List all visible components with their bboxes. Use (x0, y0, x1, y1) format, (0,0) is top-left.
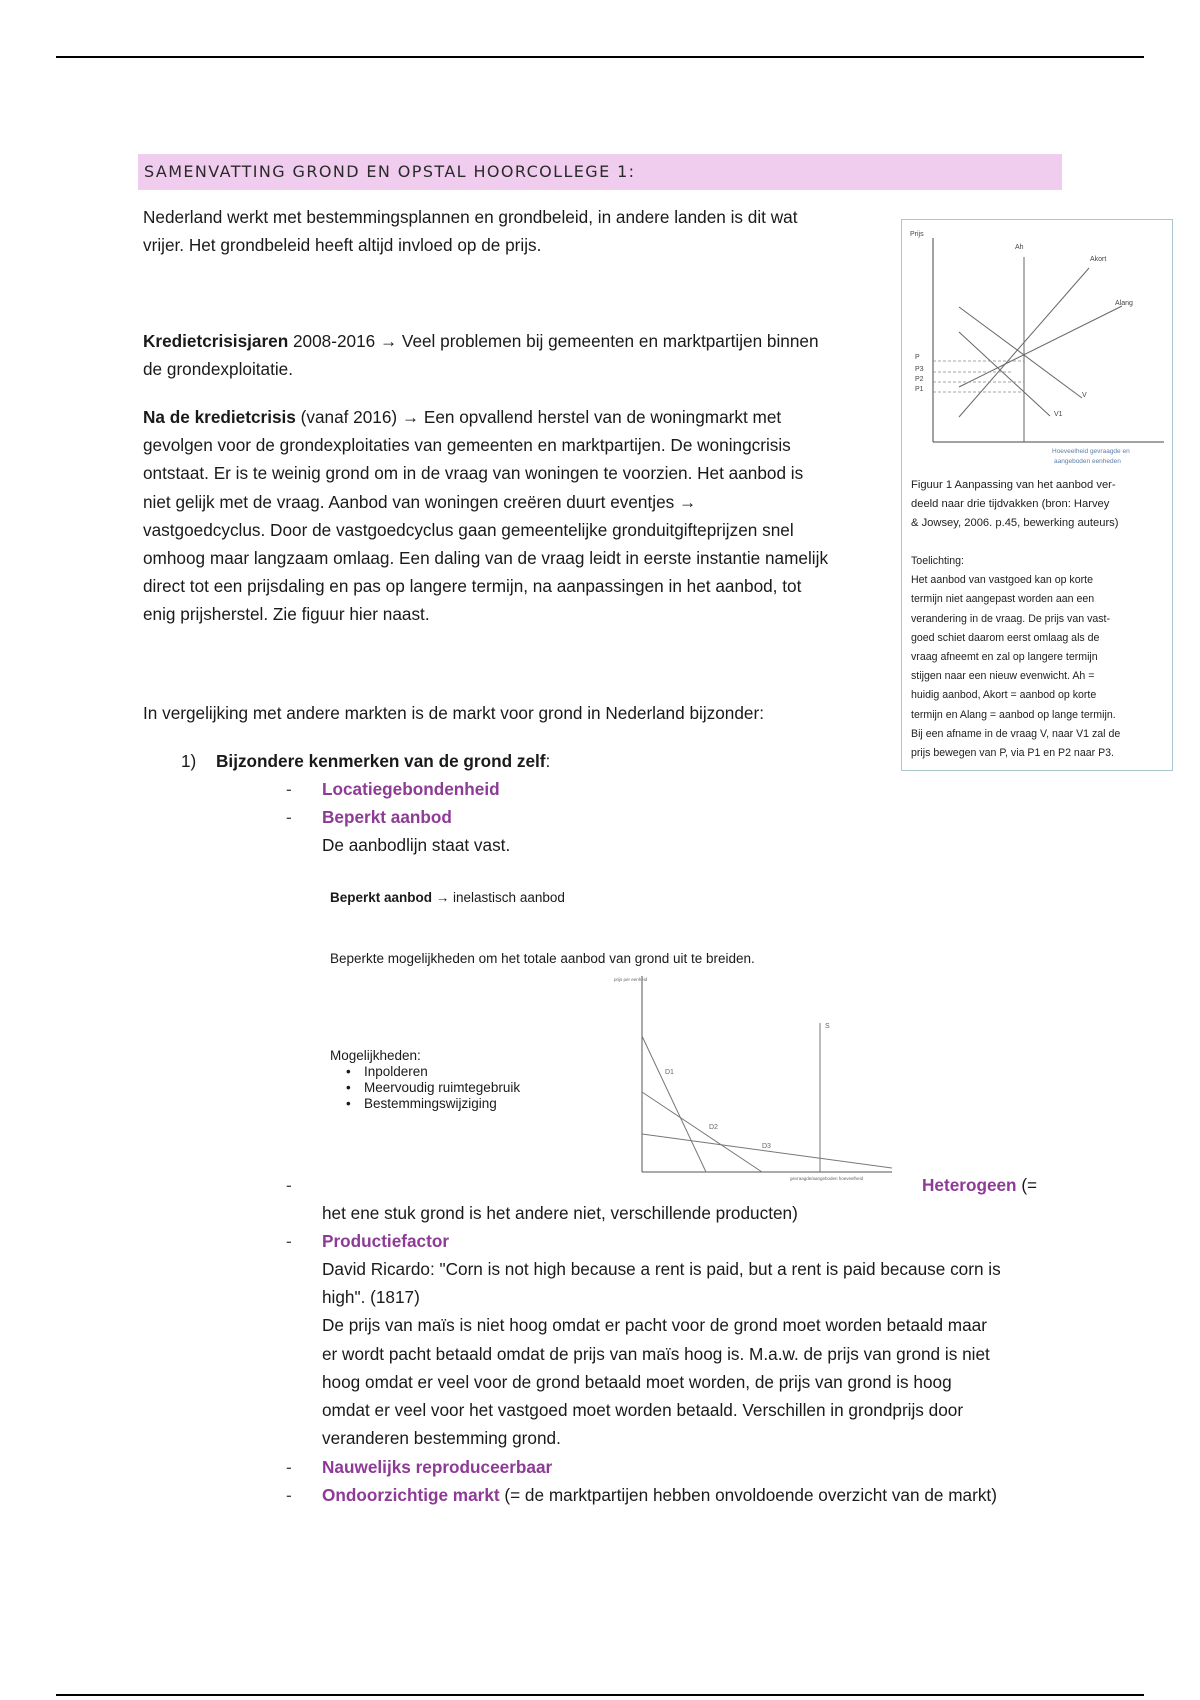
list-dash: - (286, 1485, 292, 1505)
explain-line: omdat er veel voor het vastgoed moet worden betaald. Verschillen in grondprijs door (322, 1400, 964, 1421)
top-rule (56, 56, 1144, 58)
item-productiefactor: Productiefactor (322, 1231, 450, 1251)
quote-line: high". (1817) (322, 1287, 420, 1308)
list-number: 1) (181, 751, 197, 771)
label-alang: Alang (1115, 300, 1133, 307)
line-v (959, 307, 1082, 398)
na-krediet-term: Na de kredietcrisis (143, 407, 296, 427)
mogelijkheden-label: Mogelijkheden: (330, 1048, 421, 1063)
price-label-p3: P3 (915, 366, 924, 373)
krediet-line-2: de grondexploitatie. (143, 359, 294, 380)
item-beperkt-aanbod-text: De aanbodlijn staat vast. (322, 835, 511, 855)
explain-line: De prijs van maïs is niet hoog omdat er pacht voor de grond moet worden betaald maar (322, 1315, 987, 1336)
label-d2: D2 (709, 1124, 718, 1131)
na-krediet-line: (vanaf 2016) → Een opvallend herstel van de woningmarkt met (295, 407, 782, 427)
option-item: • Bestemmingswijziging (364, 1096, 520, 1112)
item-heterogeen: Heterogeen (= (922, 1175, 1038, 1195)
label-v: V (1082, 392, 1087, 399)
demand-line-d1 (642, 1036, 706, 1172)
x-axis-label: Hoeveelheid gevraagde en (1052, 448, 1130, 455)
price-label-p1: P1 (915, 386, 924, 393)
na-krediet-line: direct tot een prijsdaling en pas op langere termijn, na aanpassingen in het aanbod, tot (143, 576, 802, 597)
item-beperkt-aanbod: Beperkt aanbod (322, 807, 452, 827)
list-heading: Bijzondere kenmerken van de grond zelf: (216, 751, 551, 771)
x-axis-label: aangeboden eenheden (1054, 458, 1121, 465)
item-locatiegebondenheid: Locatiegebondenheid (322, 779, 500, 799)
krediet-term: Kredietcrisisjaren (143, 331, 289, 351)
side-figure (901, 219, 1173, 771)
na-krediet-line: niet gelijk met de vraag. Aanbod van woningen creëren duurt eventjes → (143, 491, 697, 512)
figure-caption: Figuur 1 Aanpassing van het aanbod ver- deeld naar drie tijdvakken (bron: Harvey & Jowsey, 2006. p.45, bewerking auteurs) (911, 479, 1119, 529)
list-dash: - (286, 1175, 292, 1195)
na-krediet-line: enig prijsherstel. Zie figuur hier naast. (143, 604, 430, 625)
option-item: • Meervoudig ruimtegebruik (364, 1080, 520, 1096)
line-v1 (959, 332, 1050, 416)
y-axis-label: prijs per eenheid (614, 977, 648, 982)
label-d3: D3 (762, 1143, 771, 1150)
figure-title: Beperkt aanbod → inelastisch aanbod (330, 890, 565, 905)
list-dash: - (286, 1231, 292, 1251)
label-v1: V1 (1054, 411, 1063, 418)
side-figure-graph (902, 220, 1172, 472)
vergelijking-paragraph: In vergelijking met andere markten is de markt voor grond in Nederland bijzonder: (143, 703, 764, 723)
bottom-rule (56, 1694, 1144, 1696)
explain-line: veranderen bestemming grond. (322, 1428, 561, 1449)
intro-paragraph (143, 203, 878, 259)
na-krediet-line: vastgoedcyclus. Door de vastgoedcyclus gaan gemeentelijke gronduitgifteprijzen snel (143, 519, 794, 540)
na-krediet-line: gevolgen voor de grondexploitaties van gemeenten en marktpartijen. De woningcrisis (143, 435, 791, 456)
demand-line-d3 (642, 1134, 892, 1168)
label-ah: Ah (1015, 244, 1024, 251)
price-label-p2: P2 (915, 376, 924, 383)
beperkt-aanbod-figure (320, 878, 900, 1181)
x-axis-label: gevraagde/aangeboden hoeveelheid (790, 1176, 864, 1181)
label-s: S (825, 1023, 830, 1030)
y-axis-label: Prijs (910, 231, 924, 238)
list-dash: - (286, 807, 292, 827)
item-heterogeen-text: het ene stuk grond is het andere niet, verschillende producten) (322, 1203, 798, 1223)
list-dash: - (286, 779, 292, 799)
krediet-text: 2008-2016 → Veel problemen bij gemeenten en marktpartijen binnen (288, 331, 819, 351)
item-ondoorzichtige-markt: Ondoorzichtige markt (= de marktpartijen hebben onvoldoende overzicht van de markt) (322, 1485, 997, 1505)
label-akort: Akort (1090, 256, 1107, 263)
price-label-p: P (915, 354, 920, 361)
figure-note: Toelichting: Het aanbod van vastgoed kan op korte termijn niet aangepast worden aan een verandering in de vraag. De prijs van vast- goed schiet daarom eerst omlaag als de vraag afneemt en zal op langere termijn stijgen naar een nieuw evenwicht. Ah = huidig aanbod, Akort = aanbod op korte termijn en Alang = aanbod op lange termijn. Bij een afname in de vraag V, naar V1 zal de prijs bewegen van P, via P1 en P2 naar P3. (911, 555, 1121, 760)
label-d1: D1 (665, 1069, 674, 1076)
intro-line-2: vrijer. Het grondbeleid heeft altijd invloed op de prijs. (143, 235, 542, 256)
na-krediet-line: omhoog maar langzaam omlaag. Een daling van de vraag leidt in eerste instantie namelijk (143, 548, 829, 569)
item-nauwelijks-reproduceerbaar: Nauwelijks reproduceerbaar (322, 1457, 553, 1477)
option-item: • Inpolderen (364, 1064, 520, 1080)
quote-line: David Ricardo: "Corn is not high because a rent is paid, but a rent is paid because corn is (322, 1259, 1001, 1279)
list-dash: - (286, 1457, 292, 1477)
krediet-paragraph (143, 327, 878, 383)
figure-subtitle: Beperkte mogelijkheden om het totale aanbod van grond uit te breiden. (330, 951, 755, 966)
explain-line: hoog omdat er veel voor de grond betaald moet worden, de prijs van grond is hoog (322, 1371, 952, 1392)
section-title: SAMENVATTING GROND EN OPSTAL HOORCOLLEGE 1: (138, 154, 1062, 190)
supply-demand-graph (320, 878, 900, 1181)
demand-line-d2 (642, 1092, 762, 1172)
item-productiefactor-text (322, 1255, 1052, 1452)
na-krediet-paragraph (143, 403, 878, 629)
line-alang (959, 306, 1122, 387)
explain-line: er wordt pacht betaald omdat de prijs van maïs hoog is. M.a.w. de prijs van grond is niet (322, 1343, 990, 1364)
intro-line-1: Nederland werkt met bestemmingsplannen en grondbeleid, in andere landen is dit wat (143, 207, 798, 227)
na-krediet-line: ontstaat. Er is te weinig grond om in de vraag van woningen te voorzien. Het aanbod is (143, 463, 804, 484)
